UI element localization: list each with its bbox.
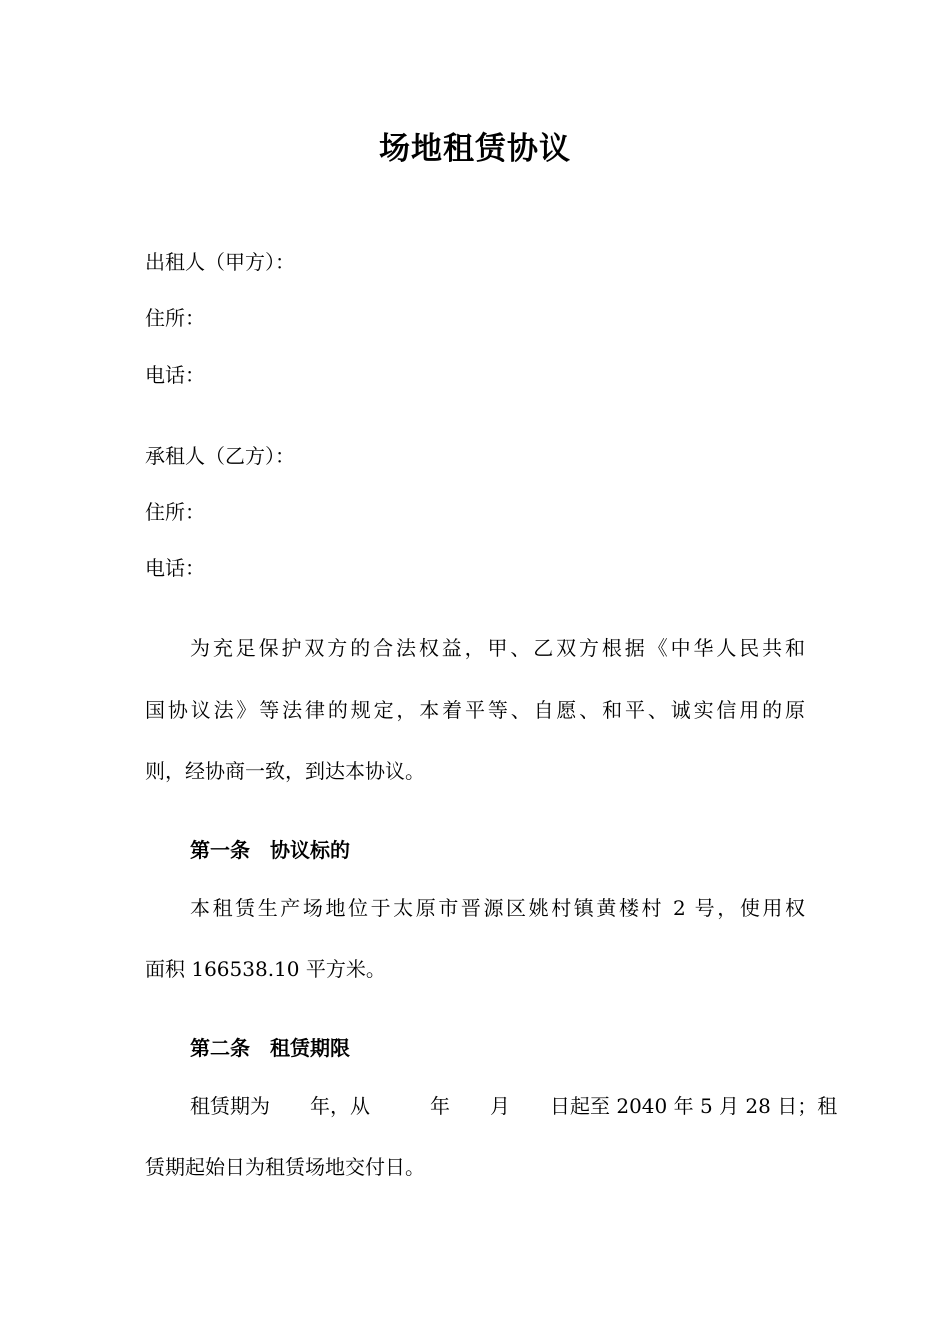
party-a-address-label: 住所：	[145, 306, 205, 330]
article-2-line-2: 赁期起始日为租赁场地交付日。	[145, 1155, 425, 1179]
preamble-line-2: 国协议法》等法律的规定，本着平等、自愿、和平、诚实信用的原	[145, 698, 805, 722]
preamble-line-1: 为充足保护双方的合法权益，甲、乙双方根据《中华人民共和	[190, 636, 805, 660]
document-title: 场地租赁协议	[379, 131, 571, 167]
article-1-line-2: 面积 166538.10 平方米。	[145, 957, 386, 981]
party-a-phone-label: 电话：	[145, 363, 205, 387]
party-b-label: 承租人（乙方）：	[145, 444, 295, 468]
article-1-heading: 第一条 协议标的	[190, 838, 350, 862]
party-b-address-label: 住所：	[145, 500, 205, 524]
party-a-label: 出租人（甲方）：	[145, 250, 295, 274]
preamble-line-3: 则，经协商一致，到达本协议。	[145, 759, 425, 783]
article-2-line-1: 租赁期为 年，从 年 月 日起至 2040 年 5 月 28 日；租	[190, 1094, 838, 1118]
article-1-line-1: 本租赁生产场地位于太原市晋源区姚村镇黄楼村 2 号，使用权	[190, 896, 805, 920]
party-b-phone-label: 电话：	[145, 556, 205, 580]
article-2-heading: 第二条 租赁期限	[190, 1036, 350, 1060]
